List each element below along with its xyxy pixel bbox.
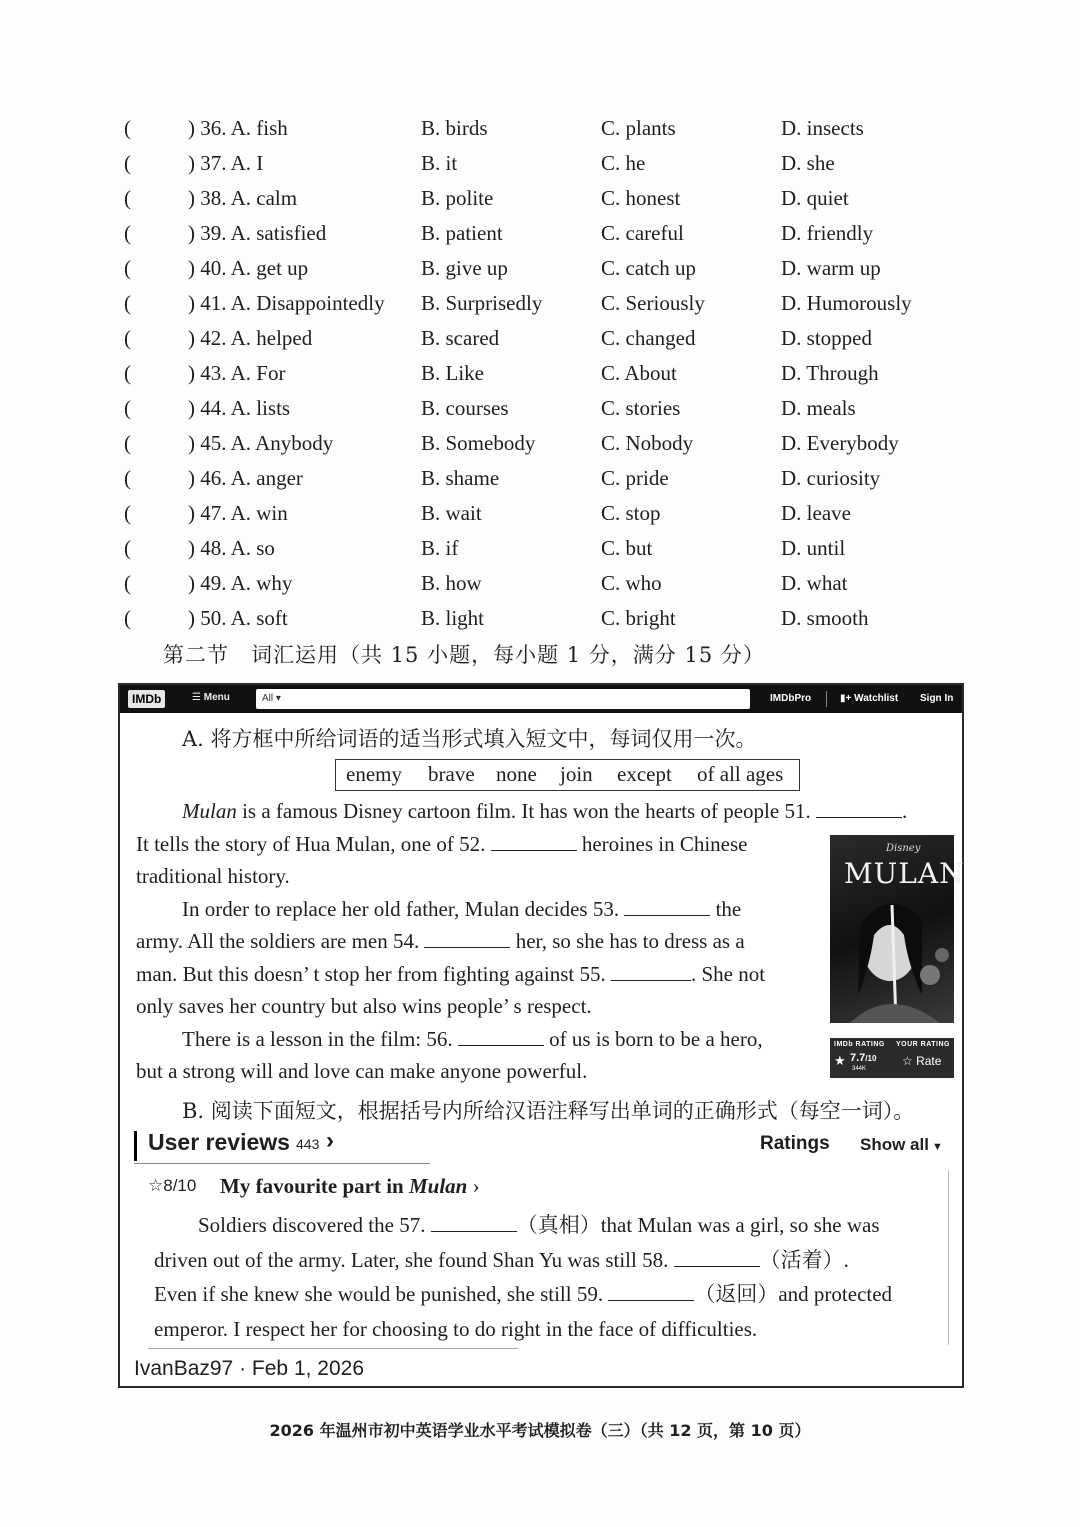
answer-bracket-open[interactable]: (: [124, 116, 131, 140]
chevron-right-icon[interactable]: ›: [326, 1127, 334, 1154]
imdbpro-link[interactable]: IMDbPro: [770, 693, 812, 704]
question-number-text: 41.: [200, 291, 227, 315]
option-d: D. leave: [781, 501, 851, 525]
passage-text: It tells the story of Hua Mulan, one of 52.: [136, 831, 491, 856]
option-b: B. birds: [421, 116, 488, 140]
watchlist-button[interactable]: [840, 693, 898, 704]
review-title-text: My favourite part in: [220, 1174, 409, 1198]
question-number-text: 43.: [200, 361, 227, 385]
option-d: D. meals: [781, 396, 856, 420]
answer-bracket-close: ): [188, 291, 201, 315]
bookmark-plus-icon: ▮+: [840, 693, 855, 704]
show-all-label: Show all: [860, 1135, 929, 1154]
question-number: [188, 221, 326, 246]
option-c: C. bright: [601, 606, 676, 630]
option-b: B. give up: [421, 256, 508, 280]
page-footer: 2026 年温州市初中英语学业水平考试模拟卷（三）（共 12 页，第 10 页）: [269, 1421, 811, 1440]
question-number: [188, 116, 288, 141]
passage-text: . She not: [690, 961, 766, 986]
ratings-filter[interactable]: Ratings: [760, 1133, 830, 1154]
answer-bracket-close: ): [188, 431, 201, 455]
question-number-text: 37.: [200, 151, 227, 175]
user-reviews-title[interactable]: User reviews: [148, 1129, 290, 1155]
part-a-instruction: A. 将方框中所给词语的适当形式填入短文中，每词仅用一次。: [182, 727, 757, 751]
answer-bracket-close: ): [188, 466, 201, 490]
question-number-text: 48.: [200, 536, 227, 560]
question-row: [124, 357, 944, 392]
answer-bracket-close: ): [188, 361, 201, 385]
question-row: [124, 392, 944, 427]
option-c: C. pride: [601, 466, 669, 490]
option-c: C. stories: [601, 396, 681, 420]
question-number: [188, 151, 263, 176]
review-author[interactable]: IvanBaz97: [134, 1357, 234, 1380]
option-c: C. Nobody: [601, 431, 694, 455]
rating-value: 7.7: [850, 1052, 866, 1064]
option-d: D. she: [781, 151, 835, 175]
blank-56[interactable]: [458, 1027, 544, 1046]
option-a: A. calm: [230, 186, 298, 210]
review-divider: [148, 1348, 518, 1349]
answer-bracket-close: ): [188, 571, 201, 595]
question-number: [188, 361, 285, 386]
option-b: B. Like: [421, 361, 484, 385]
review-count: 443: [296, 1136, 320, 1152]
answer-bracket-open[interactable]: (: [124, 186, 131, 210]
star-outline-icon: ☆: [148, 1176, 164, 1195]
separator-dot: ·: [233, 1357, 252, 1380]
search-scope-dropdown[interactable]: All ▾: [262, 693, 281, 704]
option-a: A. I: [230, 151, 264, 175]
answer-bracket-open[interactable]: (: [124, 291, 131, 315]
option-c: C. he: [601, 151, 646, 175]
answer-bracket-open[interactable]: (: [124, 571, 131, 595]
answer-bracket-close: ): [188, 606, 201, 630]
choice-question-list: [124, 112, 944, 637]
option-c: C. catch up: [601, 256, 697, 280]
question-row: [124, 287, 944, 322]
review-title-film: Mulan: [408, 1174, 468, 1198]
passage-text: .: [901, 799, 908, 823]
answer-bracket-open[interactable]: (: [124, 466, 131, 490]
passage-text: of us is born to be a hero,: [543, 1026, 763, 1051]
option-c: C. plants: [601, 116, 676, 140]
question-number: [188, 431, 333, 456]
question-number: [188, 501, 288, 526]
rate-button[interactable]: [902, 1054, 941, 1068]
answer-bracket-close: ): [188, 326, 201, 350]
option-a: A. so: [230, 536, 275, 560]
section-accent-bar: [134, 1131, 137, 1161]
answer-bracket-open[interactable]: (: [124, 256, 131, 280]
word-bank-item: join: [560, 762, 593, 786]
film-title: Mulan: [182, 799, 237, 823]
option-a: A. win: [230, 501, 288, 525]
option-a: A. For: [230, 361, 286, 385]
answer-bracket-open[interactable]: (: [124, 536, 131, 560]
question-number-text: 47.: [200, 501, 227, 525]
answer-bracket-close: ): [188, 396, 201, 420]
option-a: A. Anybody: [230, 431, 334, 455]
option-c: C. stop: [601, 501, 661, 525]
word-bank-item: brave: [428, 762, 475, 786]
rating-max: /10: [865, 1054, 877, 1063]
question-number: [188, 326, 312, 351]
answer-bracket-close: ): [188, 186, 201, 210]
passage-text: traditional history.: [136, 864, 290, 888]
question-row: [124, 182, 944, 217]
option-a: A. get up: [230, 256, 309, 280]
rate-label: Rate: [916, 1054, 942, 1068]
answer-bracket-open[interactable]: (: [124, 396, 131, 420]
imdb-nav-bar: [120, 685, 962, 713]
option-c: C. changed: [601, 326, 696, 350]
option-b: B. how: [421, 571, 482, 595]
answer-bracket-open[interactable]: (: [124, 361, 131, 385]
review-text: driven out of the army. Later, she found Shan Yu was still 58.: [154, 1247, 674, 1272]
option-c: C. About: [601, 361, 677, 385]
option-a: A. soft: [230, 606, 288, 630]
star-outline-icon: ☆: [902, 1054, 917, 1068]
sign-in-link[interactable]: Sign In: [920, 693, 954, 704]
blank-54[interactable]: [424, 929, 510, 948]
disney-logo: Disney: [886, 843, 921, 854]
header-underline: [134, 1163, 430, 1164]
question-number-text: 36.: [200, 116, 227, 140]
chevron-right-icon: ›: [467, 1174, 480, 1198]
option-d: D. smooth: [781, 606, 869, 630]
review-author-line: [134, 1357, 364, 1381]
question-row: [124, 532, 944, 567]
section-title: 第二节 词汇运用（共 15 小题，每小题 1 分，满分 15 分）: [163, 643, 765, 667]
option-b: B. courses: [421, 396, 509, 420]
user-reviews-header: [134, 1127, 956, 1167]
blank-57[interactable]: [431, 1213, 517, 1232]
answer-bracket-close: ): [188, 151, 201, 175]
imdb-logo[interactable]: IMDb: [128, 690, 165, 708]
answer-bracket-open[interactable]: (: [124, 221, 131, 245]
passage-text: There is a lesson in the film: 56.: [182, 1026, 458, 1051]
question-number: [188, 536, 275, 561]
question-number-text: 42.: [200, 326, 227, 350]
word-bank-item: of all ages: [697, 762, 784, 786]
imdb-panel: [118, 683, 964, 1388]
passage-text: her, so she has to dress as a: [510, 929, 745, 953]
answer-bracket-open[interactable]: (: [124, 431, 131, 455]
passage-text: is a famous Disney cartoon film. It has won the hearts of people 51.: [236, 799, 816, 823]
menu-button[interactable]: ☰ Menu: [192, 692, 230, 703]
option-c: C. Seriously: [601, 291, 705, 315]
poster-title: MULAN: [844, 857, 965, 890]
review-text: emperor. I respect her for choosing to do right in the face of difficulties.: [154, 1316, 758, 1341]
question-number-text: 38.: [200, 186, 227, 210]
option-b: B. patient: [421, 221, 503, 245]
question-number: [188, 606, 288, 631]
answer-bracket-close: ): [188, 116, 201, 140]
answer-bracket-open[interactable]: (: [124, 151, 131, 175]
part-b-instruction: B. 阅读下面短文，根据括号内所给汉语注释写出单词的正确形式（每空一词）。: [182, 1099, 915, 1123]
option-a: A. lists: [230, 396, 291, 420]
answer-bracket-close: ): [188, 536, 201, 560]
answer-bracket-close: ): [188, 501, 201, 525]
option-c: C. honest: [601, 186, 681, 210]
blank-51[interactable]: [816, 799, 902, 818]
option-a: A. fish: [230, 116, 288, 140]
blank-53[interactable]: [624, 897, 710, 916]
word-bank-box: [335, 759, 800, 791]
word-bank-item: none: [496, 762, 537, 786]
option-d: D. curiosity: [781, 466, 881, 490]
option-b: B. if: [421, 536, 459, 560]
option-b: B. polite: [421, 186, 494, 210]
option-d: D. warm up: [781, 256, 881, 280]
option-b: B. it: [421, 151, 458, 175]
question-row: [124, 497, 944, 532]
your-rating-label: YOUR RATING: [896, 1041, 950, 1048]
option-d: D. Humorously: [781, 291, 912, 315]
answer-bracket-open[interactable]: (: [124, 606, 131, 630]
option-a: A. satisfied: [230, 221, 327, 245]
word-bank-item: enemy: [346, 762, 402, 786]
question-number: [188, 291, 385, 316]
question-row: [124, 322, 944, 357]
option-d: D. stopped: [781, 326, 872, 350]
review-card: [148, 1170, 949, 1345]
review-score: 8/10: [163, 1176, 197, 1195]
review-body: [154, 1208, 938, 1346]
word-bank-item: except: [617, 762, 672, 786]
question-row: [124, 217, 944, 252]
question-row: [124, 147, 944, 182]
review-text: Soldiers discovered the 57.: [198, 1213, 431, 1237]
review-text: （返回）and protected: [694, 1282, 893, 1306]
answer-bracket-open[interactable]: (: [124, 326, 131, 350]
review-text: （活着）.: [759, 1247, 849, 1272]
mulan-portrait-icon: [830, 835, 954, 1023]
passage-text: heroines in Chinese: [576, 831, 748, 856]
option-d: D. Through: [781, 361, 879, 385]
option-b: B. Surprisedly: [421, 291, 543, 315]
option-d: D. insects: [781, 116, 864, 140]
nav-divider: [826, 691, 827, 707]
option-b: B. shame: [421, 466, 500, 490]
blank-59[interactable]: [608, 1282, 694, 1301]
review-text: Even if she knew she would be punished, she still 59.: [154, 1282, 609, 1306]
star-icon: ★: [834, 1053, 846, 1068]
option-b: B. wait: [421, 501, 482, 525]
question-number-text: 39.: [200, 221, 227, 245]
option-b: B. scared: [421, 326, 500, 350]
option-b: B. light: [421, 606, 485, 630]
question-number: [188, 256, 308, 281]
option-c: C. but: [601, 536, 653, 560]
passage-text: the: [710, 896, 742, 921]
answer-bracket-close: ): [188, 221, 201, 245]
caret-down-icon: ▼: [928, 1141, 943, 1153]
vote-count: 344K: [852, 1066, 867, 1072]
passage-text: man. But this doesn’ t stop her from fighting against 55.: [136, 961, 611, 986]
passage-text: only saves her country but also wins people’ s respect.: [136, 994, 592, 1018]
blank-58[interactable]: [674, 1248, 760, 1267]
question-number-text: 49.: [200, 571, 227, 595]
question-row: [124, 602, 944, 637]
option-a: A. why: [230, 571, 293, 595]
answer-bracket-close: ): [188, 256, 201, 280]
option-d: D. Everybody: [781, 431, 899, 455]
question-number-text: 44.: [200, 396, 227, 420]
option-a: A. helped: [230, 326, 313, 350]
option-b: B. Somebody: [421, 431, 536, 455]
rating-box: [830, 1038, 954, 1078]
show-all-dropdown[interactable]: [860, 1135, 943, 1155]
question-row: [124, 567, 944, 602]
question-number-text: 46.: [200, 466, 227, 490]
movie-poster[interactable]: [830, 835, 965, 1023]
passage-text: army. All the soldiers are men 54.: [136, 929, 425, 953]
review-text: （真相）that Mulan was a girl, so she was: [516, 1213, 880, 1237]
option-a: A. Disappointedly: [230, 291, 385, 315]
question-number-text: 50.: [200, 606, 227, 630]
question-row: [124, 462, 944, 497]
question-number: [188, 396, 290, 421]
question-number: [188, 186, 297, 211]
option-d: D. quiet: [781, 186, 849, 210]
question-number: [188, 466, 303, 491]
question-number-text: 40.: [200, 256, 227, 280]
review-title[interactable]: [220, 1174, 480, 1199]
part-a-passage: [136, 795, 907, 1088]
option-d: D. what: [781, 571, 848, 595]
option-c: C. careful: [601, 221, 684, 245]
option-d: D. until: [781, 536, 846, 560]
search-input[interactable]: [256, 689, 750, 709]
passage-text: but a strong will and love can make anyone powerful.: [136, 1059, 588, 1083]
question-number-text: 45.: [200, 431, 227, 455]
option-d: D. friendly: [781, 221, 874, 245]
review-date: Feb 1, 2026: [251, 1357, 365, 1380]
passage-text: In order to replace her old father, Mulan decides 53.: [182, 896, 625, 921]
question-row: [124, 252, 944, 287]
imdb-rating-label: IMDb RATING: [834, 1041, 885, 1048]
option-a: A. anger: [230, 466, 303, 490]
blank-52[interactable]: [491, 832, 577, 851]
option-c: C. who: [601, 571, 662, 595]
watchlist-label: Watchlist: [854, 693, 899, 704]
answer-bracket-open[interactable]: (: [124, 501, 131, 525]
blank-55[interactable]: [611, 962, 691, 981]
question-row: [124, 427, 944, 462]
question-row: [124, 112, 944, 147]
question-number: [188, 571, 292, 596]
